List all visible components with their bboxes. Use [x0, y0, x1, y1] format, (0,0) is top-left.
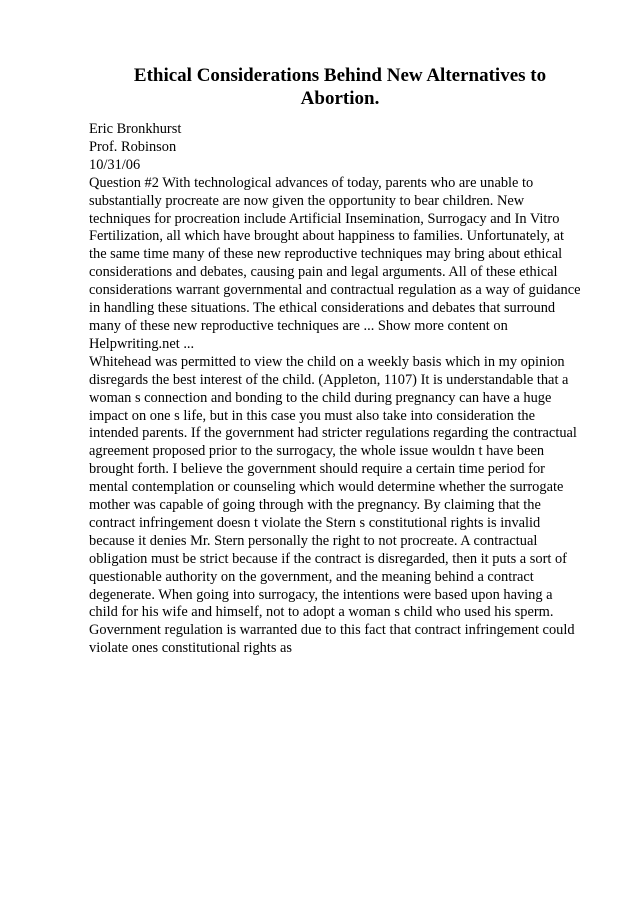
paragraph-line: questionable authority on the government, and the meaning behind a contract: [89, 568, 534, 585]
paragraph-line: disregards the best interest of the child. (Appleton, 1107) It is understandable that a: [89, 371, 569, 388]
title-line: Abortion.: [300, 88, 380, 109]
paragraph-1: [89, 175, 609, 354]
paragraph-line: violate ones constitutional rights as: [89, 640, 293, 657]
document-date: 10/31/06: [89, 156, 141, 173]
paragraph-line: agreement proposed prior to the surrogacy, the whole issue wouldn t have been: [89, 443, 545, 460]
document-body: [89, 121, 609, 658]
title-line: Ethical Considerations Behind New Alternatives to: [133, 65, 547, 86]
paragraph-line: the same time many of these new reproductive techniques may bring about ethical: [89, 246, 563, 263]
document-title: [90, 64, 590, 110]
paragraph-line: contract infringement doesn t violate the Stern s constitutional rights is invalid: [89, 514, 541, 531]
paragraph-line: woman s connection and bonding to the child during pregnancy can have a huge: [89, 389, 552, 406]
paragraph-line: brought forth. I believe the government should require a certain time period for: [89, 461, 545, 478]
paragraph-line: in handling these situations. The ethical considerations and debates that surround: [89, 300, 556, 317]
paragraph-line: considerations warrant governmental and contractual regulation as a way of guidance: [89, 282, 581, 299]
paragraph-line: mother was capable of going through with the pregnancy. By claiming that the: [89, 497, 541, 514]
paragraph-line: impact on one s life, but in this case you must also take into consideration the: [89, 407, 536, 424]
paragraph-line: Question #2 With technological advances of today, parents who are unable to: [89, 174, 534, 191]
paragraph-line: considerations and debates, causing pain and legal arguments. All of these ethical: [89, 264, 558, 281]
paragraph-line: obligation must be strict because if the contract is disregarded, then it puts a sort of: [89, 550, 567, 567]
paragraph-line: child for his wife and himself, not to adopt a woman s child who used his sperm.: [89, 604, 554, 621]
paragraph-line: techniques for procreation include Artificial Insemination, Surrogacy and In Vitro: [89, 210, 560, 227]
author-name: Eric Bronkhurst: [89, 121, 182, 137]
paragraph-line: many of these new reproductive techniques are ... Show more content on: [89, 317, 508, 334]
paragraph-line: Government regulation is warranted due to this fact that contract infringement could: [89, 622, 575, 639]
paragraph-line: intended parents. If the government had stricter regulations regarding the contractual: [89, 425, 577, 442]
paragraph-line: Whitehead was permitted to view the child on a weekly basis which in my opinion: [89, 353, 565, 370]
paragraph-line: Fertilization, all which have brought about happiness to families. Unfortunately, at: [89, 228, 565, 245]
paragraph-line: mental contemplation or counseling which would determine whether the surrogate: [89, 479, 564, 496]
paragraph-line: substantially procreate are now given the opportunity to bear children. New: [89, 192, 525, 209]
professor-name: Prof. Robinson: [89, 138, 177, 155]
paragraph-line: degenerate. When going into surrogacy, the intentions were based upon having a: [89, 586, 553, 603]
paragraph-line: Helpwriting.net ...: [89, 335, 195, 352]
paragraph-line: because it denies Mr. Stern personally the right to not procreate. A contractual: [89, 532, 538, 549]
paragraph-2: [89, 354, 609, 658]
